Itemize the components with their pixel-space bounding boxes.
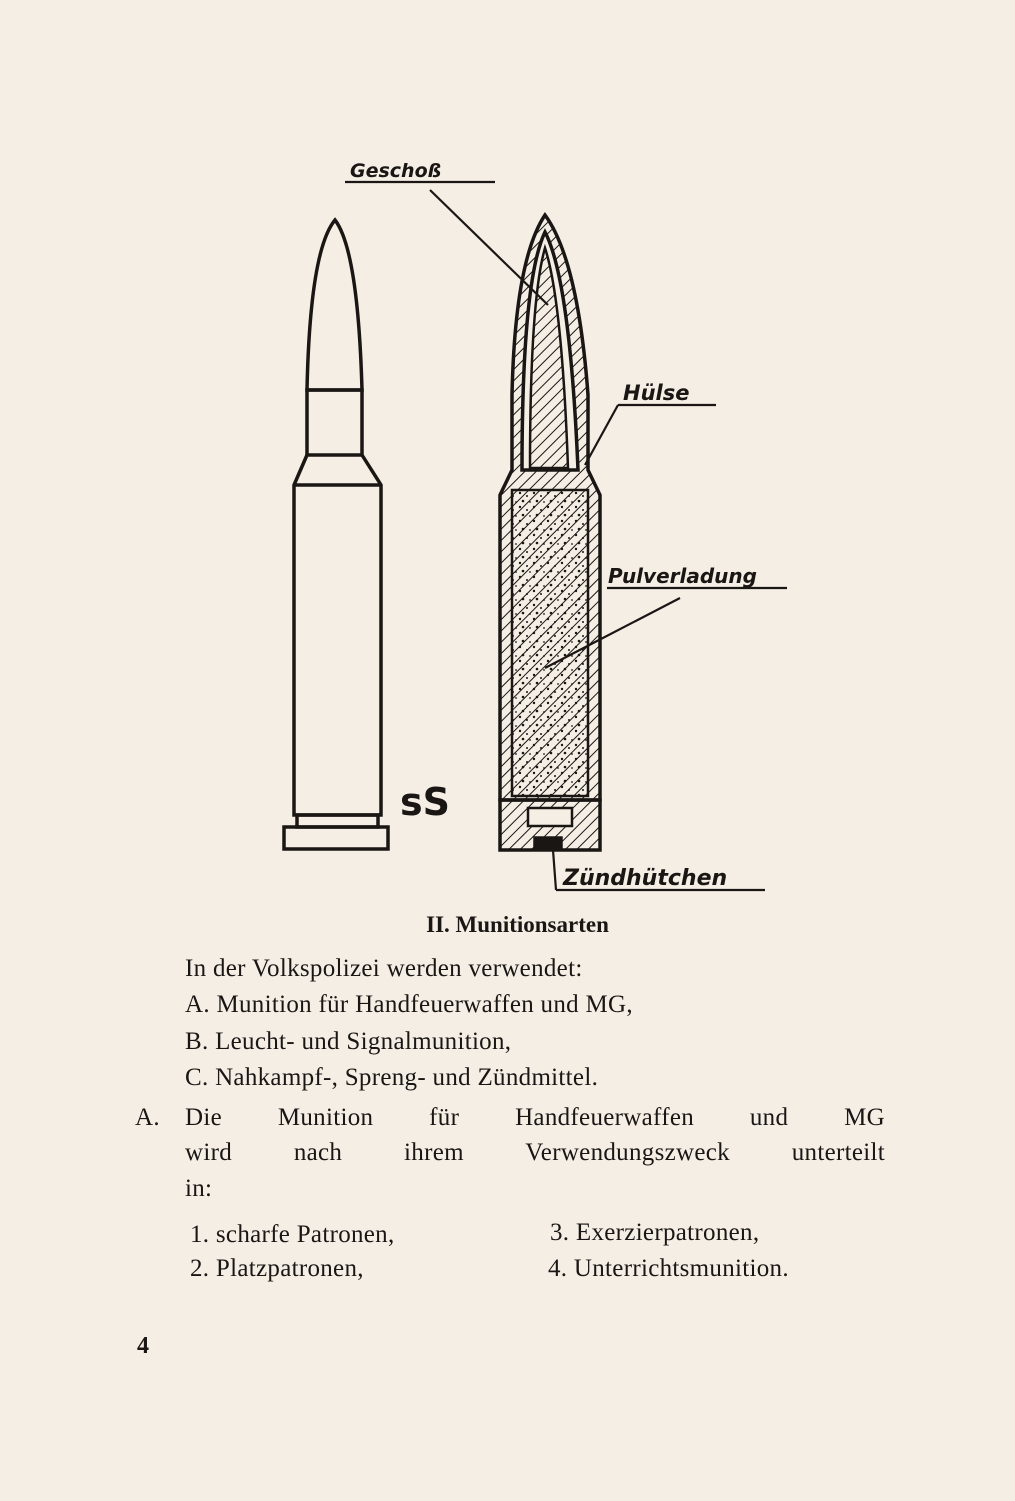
cartridge-cutaway <box>500 215 600 850</box>
list-item: 1. scharfe Patronen, <box>190 1221 395 1248</box>
intro-text: In der Volkspolizei werden verwendet: <box>185 955 583 982</box>
category-a: A. Munition für Handfeuerwaffen und MG, <box>185 991 633 1018</box>
list-item: 4. Unterrichtsmunition. <box>548 1255 789 1282</box>
category-b: B. Leucht- und Signalmunition, <box>185 1028 512 1055</box>
label-case: Hülse <box>623 381 690 405</box>
list-item: 2. Platzpatronen, <box>190 1255 364 1282</box>
list-item: 3. Exerzierpatronen, <box>550 1219 760 1246</box>
label-powder: Pulverladung <box>608 564 757 588</box>
label-type: sS <box>400 780 450 824</box>
paragraph-line: wird nach ihrem Verwendungszweck unterteilt <box>185 1139 885 1166</box>
label-primer: Zündhütchen <box>563 866 728 891</box>
section-title: II. Munitionsarten <box>426 912 609 937</box>
cartridge-exterior <box>284 220 388 849</box>
page-number: 4 <box>137 1333 149 1359</box>
label-bullet: Geschoß <box>350 160 442 182</box>
paragraph-line: Die Munition für Handfeuerwaffen und MG <box>185 1104 885 1131</box>
paragraph-marker: A. <box>135 1104 160 1131</box>
category-c: C. Nahkampf-, Spreng- und Zündmittel. <box>185 1064 599 1091</box>
paragraph-line: in: <box>185 1175 213 1202</box>
